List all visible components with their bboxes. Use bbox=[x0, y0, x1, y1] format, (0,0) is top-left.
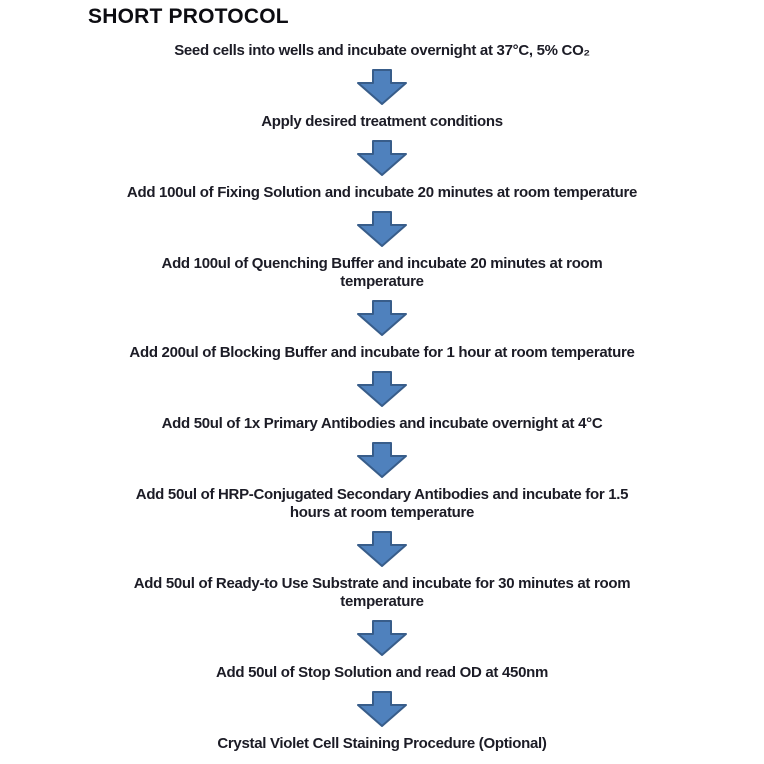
step-text: Seed cells into wells and incubate overnight at 37°C, 5% CO₂ bbox=[174, 42, 590, 59]
step-text: Add 50ul of 1x Primary Antibodies and incubate overnight at 4°C bbox=[161, 415, 603, 432]
protocol-flow bbox=[0, 42, 764, 753]
step-text: Add 50ul of Ready-to Use Substrate and incubate for 30 minutes at room bbox=[133, 575, 631, 592]
protocol-step bbox=[134, 575, 631, 611]
protocol-step bbox=[162, 415, 603, 433]
protocol-step bbox=[136, 486, 628, 522]
step-text: Add 50ul of Stop Solution and read OD at 450nm bbox=[215, 664, 549, 681]
protocol-step bbox=[261, 113, 503, 131]
step-text: Add 50ul of HRP-Conjugated Secondary Antibodies and incubate for 1.5 bbox=[135, 486, 629, 503]
step-text: Add 200ul of Blocking Buffer and incubate for 1 hour at room temperature bbox=[129, 344, 635, 361]
down-arrow-icon bbox=[356, 69, 408, 105]
protocol-step bbox=[216, 664, 548, 682]
step-text: Add 100ul of Fixing Solution and incubate 20 minutes at room temperature bbox=[126, 184, 638, 201]
protocol-step bbox=[162, 255, 603, 291]
down-arrow-icon bbox=[356, 442, 408, 478]
down-arrow-icon bbox=[356, 691, 408, 727]
down-arrow-icon bbox=[356, 371, 408, 407]
down-arrow-icon bbox=[356, 531, 408, 567]
protocol-step bbox=[174, 42, 590, 60]
step-text: Crystal Violet Cell Staining Procedure (Optional) bbox=[217, 735, 547, 752]
page-title: SHORT PROTOCOL bbox=[88, 5, 289, 28]
protocol-step bbox=[127, 184, 637, 202]
step-text: temperature bbox=[340, 273, 424, 290]
protocol-step bbox=[217, 735, 546, 753]
down-arrow-icon bbox=[356, 140, 408, 176]
step-text: Apply desired treatment conditions bbox=[261, 113, 503, 130]
step-text: hours at room temperature bbox=[289, 504, 475, 521]
down-arrow-icon bbox=[356, 300, 408, 336]
step-text: Add 100ul of Quenching Buffer and incubate 20 minutes at room bbox=[161, 255, 603, 272]
protocol-step bbox=[129, 344, 634, 362]
down-arrow-icon bbox=[356, 211, 408, 247]
down-arrow-icon bbox=[356, 620, 408, 656]
step-text: temperature bbox=[340, 593, 424, 610]
